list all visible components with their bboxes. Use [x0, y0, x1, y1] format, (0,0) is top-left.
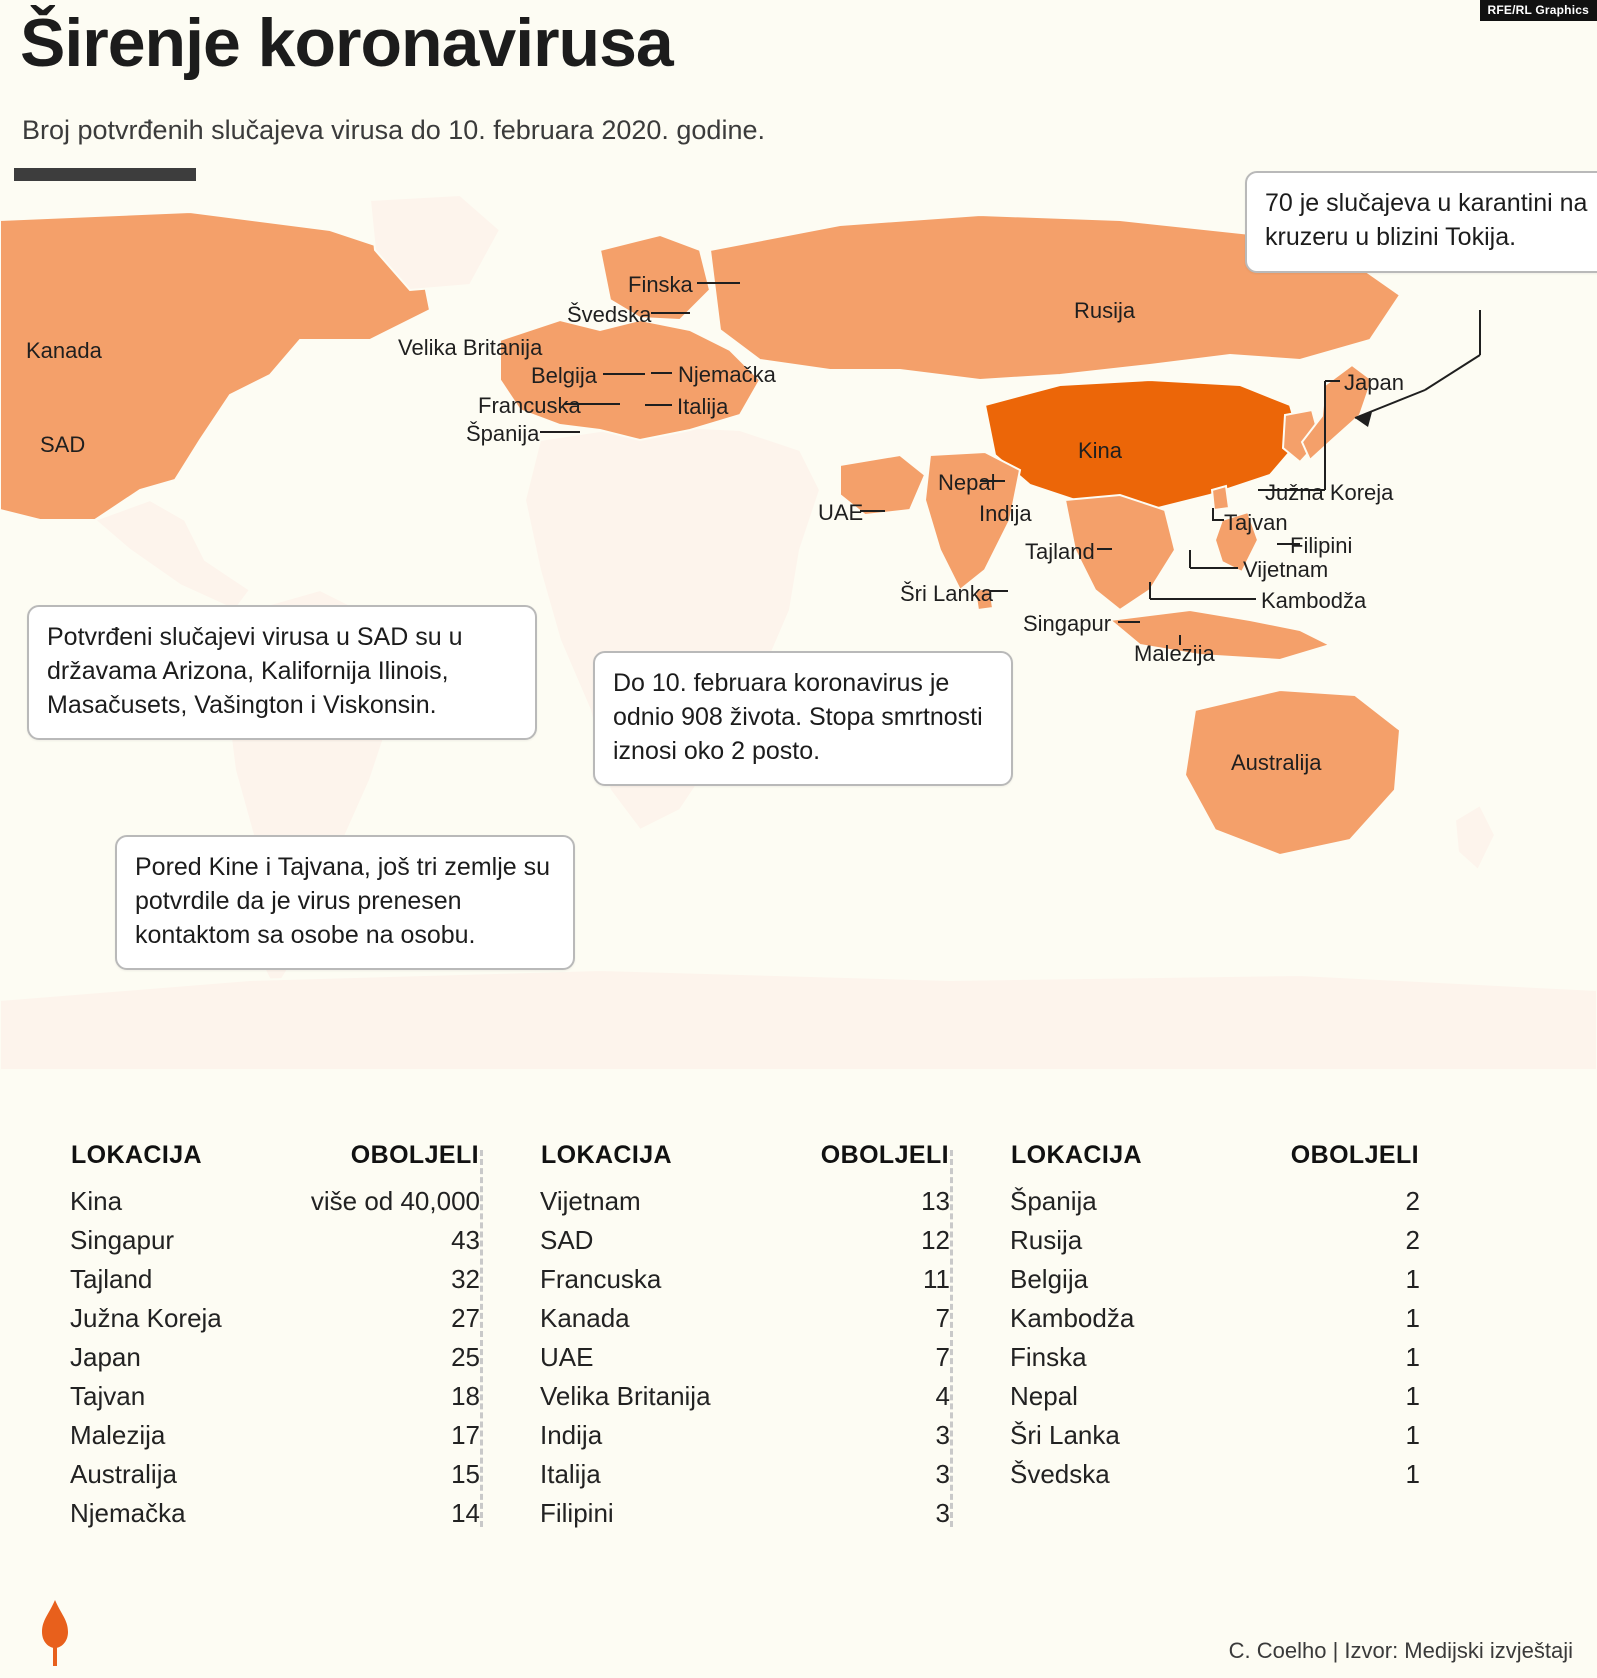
credit-line: C. Coelho | Izvor: Medijski izvještaji	[1228, 1638, 1573, 1663]
cell-location: Nepal	[1010, 1381, 1078, 1411]
cell-cases: 3	[935, 1459, 950, 1489]
cell-location: Malezija	[70, 1420, 166, 1450]
cell-location: Švedska	[1010, 1459, 1110, 1489]
map-label-vijetnam: Vijetnam	[1243, 557, 1329, 582]
map-label-šri-lanka: Šri Lanka	[900, 581, 993, 606]
table-row	[1010, 1377, 1420, 1416]
cell-location: Kanada	[540, 1303, 630, 1333]
map-label-kina: Kina	[1078, 438, 1123, 463]
table-row	[70, 1221, 480, 1260]
table-row	[1010, 1416, 1420, 1455]
cell-cases: 17	[451, 1420, 480, 1450]
map-label-rusija: Rusija	[1074, 298, 1136, 323]
cell-location: Kambodža	[1010, 1303, 1135, 1333]
cell-cases: 1	[1405, 1420, 1420, 1450]
table-row	[70, 1299, 480, 1338]
cell-location: Tajvan	[70, 1381, 146, 1411]
cell-cases: 3	[935, 1498, 950, 1528]
cell-cases: 1	[1405, 1342, 1420, 1372]
cell-cases: 1	[1405, 1303, 1420, 1333]
cell-cases: 3	[935, 1420, 950, 1450]
page-title: Širenje koronavirusa	[20, 5, 673, 81]
cell-location: Finska	[1010, 1342, 1087, 1372]
map-label-malezija: Malezija	[1134, 641, 1215, 666]
table-row	[70, 1260, 480, 1299]
cell-location: Australija	[70, 1459, 177, 1489]
cell-cases: 25	[451, 1342, 480, 1372]
callout-transmission: Pored Kine i Tajvana, još tri zemlje su potvrdile da je virus prenesen kontaktom sa osobe na osobu.	[115, 835, 575, 970]
table-row	[540, 1416, 950, 1455]
map-label-sad: SAD	[40, 432, 86, 457]
cases-table-3	[1010, 1140, 1420, 1494]
callout-cruise: 70 je slučajeva u karantini na kruzeru u blizini Tokija.	[1245, 171, 1597, 273]
cases-tables	[0, 1140, 1597, 1533]
cell-location: Šri Lanka	[1010, 1420, 1120, 1450]
cell-cases: 2	[1405, 1225, 1420, 1255]
table-row	[540, 1455, 950, 1494]
column-header-cases: OBOLJELI	[350, 1141, 479, 1169]
column-header-location: LOKACIJA	[71, 1141, 202, 1169]
cell-location: Južna Koreja	[70, 1303, 222, 1333]
table-row	[1010, 1260, 1420, 1299]
cell-cases: 11	[923, 1264, 950, 1294]
map-label-švedska: Švedska	[567, 302, 652, 327]
cell-cases: 1	[1405, 1381, 1420, 1411]
cell-cases: 32	[451, 1264, 480, 1294]
region-antarctica	[0, 970, 1597, 1070]
table-row	[540, 1260, 950, 1299]
table-header-row	[540, 1140, 950, 1182]
cell-location: Indija	[540, 1420, 603, 1450]
table-row	[70, 1338, 480, 1377]
cell-location: Njemačka	[70, 1498, 186, 1528]
cases-table-column-2	[470, 1140, 950, 1533]
table-row	[540, 1182, 950, 1221]
cell-location: SAD	[540, 1225, 594, 1255]
map-label-uae: UAE	[818, 500, 864, 525]
table-row	[540, 1338, 950, 1377]
cell-cases: 1	[1405, 1264, 1420, 1294]
cell-location: Francuska	[540, 1264, 662, 1294]
map-label-velika-britanija: Velika Britanija	[398, 335, 543, 360]
publisher-badge: RFE/RL Graphics	[1480, 0, 1597, 21]
map-label-njemačka: Njemačka	[678, 362, 776, 387]
cell-location: Velika Britanija	[540, 1381, 711, 1411]
cell-location: Vijetnam	[540, 1186, 641, 1216]
cases-table-1	[70, 1140, 480, 1533]
table-row	[540, 1494, 950, 1533]
column-header-location: LOKACIJA	[1011, 1141, 1142, 1169]
map-label-južna-koreja: Južna Koreja	[1265, 480, 1394, 505]
cell-cases: 14	[451, 1498, 480, 1528]
title-rule	[14, 168, 196, 181]
table-row	[70, 1416, 480, 1455]
cell-cases: 1	[1405, 1459, 1420, 1489]
table-header-row	[1010, 1140, 1420, 1182]
map-label-indija: Indija	[979, 501, 1032, 526]
map-label-singapur: Singapur	[1023, 611, 1112, 636]
table-row	[1010, 1221, 1420, 1260]
column-header-cases: OBOLJELI	[1290, 1141, 1419, 1169]
callout-usa-states: Potvrđeni slučajevi virusa u SAD su u državama Arizona, Kalifornija Ilinois, Masačusets, Vašington i Viskonsin.	[27, 605, 537, 740]
cell-cases: 13	[921, 1186, 950, 1216]
cell-cases: 12	[921, 1225, 950, 1255]
table-row	[1010, 1455, 1420, 1494]
table-row	[1010, 1182, 1420, 1221]
table-row	[70, 1182, 480, 1221]
table-row	[1010, 1338, 1420, 1377]
cell-location: Rusija	[1010, 1225, 1083, 1255]
map-label-kanada: Kanada	[26, 338, 102, 363]
cell-location: UAE	[540, 1342, 594, 1372]
cell-cases: 27	[451, 1303, 480, 1333]
callout-deaths: Do 10. februara koronavirus je odnio 908 života. Stopa smrtnosti iznosi oko 2 posto.	[593, 651, 1013, 786]
cell-location: Japan	[70, 1342, 141, 1372]
page-subtitle: Broj potvrđenih slučajeva virusa do 10. februara 2020. godine.	[22, 115, 765, 145]
cell-location: Filipini	[540, 1498, 614, 1528]
map-label-tajvan: Tajvan	[1224, 510, 1288, 535]
map-label-tajland: Tajland	[1025, 539, 1095, 564]
cell-location: Belgija	[1010, 1264, 1089, 1294]
map-label-španija: Španija	[466, 421, 540, 446]
cell-location: Španija	[1010, 1186, 1097, 1216]
cell-location: Italija	[540, 1459, 601, 1489]
cell-location: Tajland	[70, 1264, 153, 1294]
rfe-logo-icon	[32, 1596, 78, 1668]
cell-location: Singapur	[70, 1225, 175, 1255]
cases-table-2	[540, 1140, 950, 1533]
map-label-australija: Australija	[1231, 750, 1322, 775]
cases-table-column-1	[0, 1140, 480, 1533]
table-row	[70, 1455, 480, 1494]
region-taiwan	[1212, 486, 1229, 510]
cases-table-column-3	[940, 1140, 1420, 1533]
map-label-italija: Italija	[677, 394, 729, 419]
cell-cases: 4	[935, 1381, 950, 1411]
table-header-row	[70, 1140, 480, 1182]
column-header-location: LOKACIJA	[541, 1141, 672, 1169]
map-label-filipini: Filipini	[1290, 533, 1353, 558]
cell-cases: 7	[935, 1342, 950, 1372]
cell-cases: 18	[451, 1381, 480, 1411]
cell-cases: 15	[451, 1459, 480, 1489]
table-row	[540, 1377, 950, 1416]
table-row	[70, 1377, 480, 1416]
cell-cases: više od 40,000	[310, 1186, 480, 1216]
table-row	[540, 1299, 950, 1338]
map-label-belgija: Belgija	[531, 363, 598, 388]
map-label-francuska: Francuska	[478, 393, 581, 418]
table-row	[1010, 1299, 1420, 1338]
table-row	[70, 1494, 480, 1533]
map-label-kambodža: Kambodža	[1261, 588, 1367, 613]
table-row	[540, 1221, 950, 1260]
column-header-cases: OBOLJELI	[820, 1141, 949, 1169]
map-label-finska: Finska	[628, 272, 693, 297]
map-label-japan: Japan	[1344, 370, 1404, 395]
map-label-nepal: Nepal	[938, 470, 996, 495]
cell-location: Kina	[70, 1186, 123, 1216]
cell-cases: 7	[935, 1303, 950, 1333]
cell-cases: 2	[1405, 1186, 1420, 1216]
cell-cases: 43	[451, 1225, 480, 1255]
